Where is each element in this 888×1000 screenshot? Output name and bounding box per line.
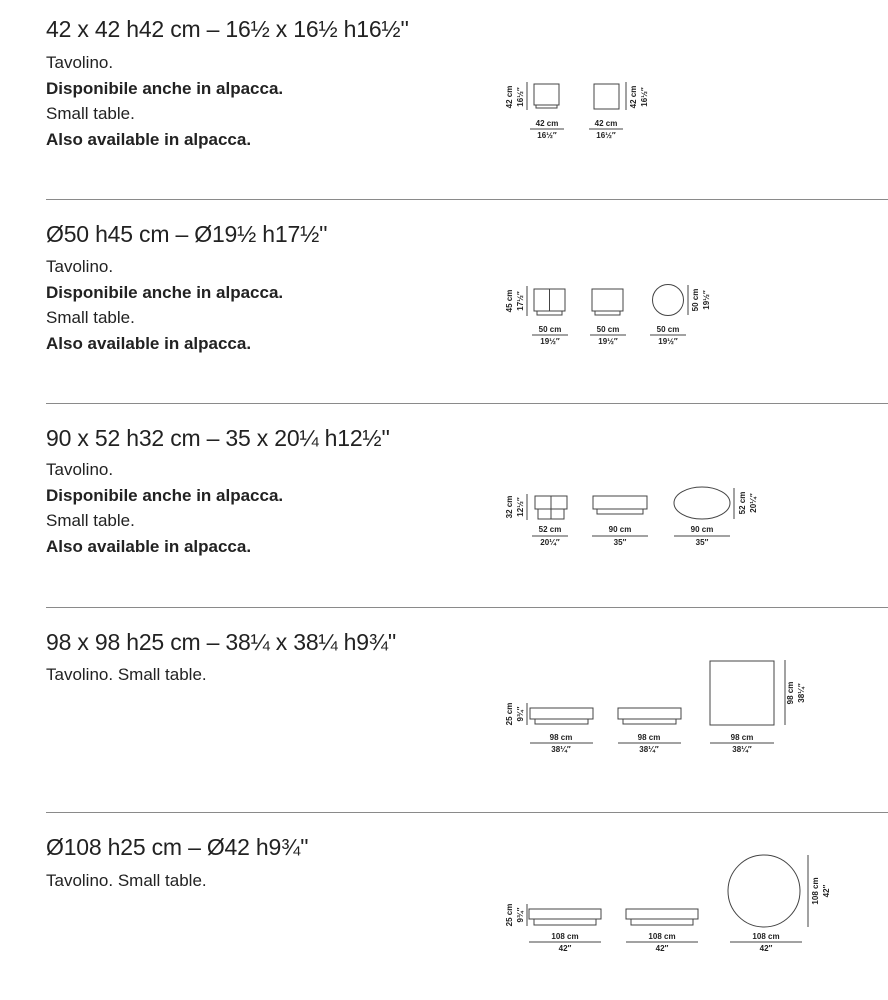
width-dim-1 (529, 932, 601, 953)
depth-in-label: 19½″ (702, 290, 711, 310)
desc-en-alpacca: Also available in alpacca. (46, 129, 252, 149)
width-cm-label: 50 cm (596, 325, 620, 334)
height-cm-label: 32 cm (505, 495, 514, 519)
width-dim-3 (650, 325, 686, 346)
width-in-label: 38¼″ (639, 745, 659, 754)
front-view (535, 496, 567, 519)
height-dim (505, 82, 527, 110)
width-in-label: 19½″ (658, 337, 678, 346)
width-dim-2 (589, 119, 623, 140)
product-section-2 (0, 200, 888, 404)
desc-it: Tavolino. (46, 257, 114, 276)
width-in-label: 35″ (695, 538, 709, 547)
height-in-label: 16½″ (516, 87, 525, 107)
desc-en: Small table. (46, 511, 135, 530)
depth-dim (734, 488, 758, 519)
depth-in-label: 38¼″ (797, 683, 806, 703)
width-in-label: 16½″ (537, 131, 557, 140)
depth-dim (626, 82, 649, 110)
side-view (626, 909, 698, 925)
dimension-drawing (0, 0, 888, 200)
width-cm-label: 50 cm (656, 325, 680, 334)
desc-en: Small table. (46, 308, 135, 327)
desc-en-alpacca: Also available in alpacca. (46, 333, 252, 353)
width-dim-3 (674, 525, 730, 547)
top-view (710, 661, 774, 725)
section-title: 42 x 42 h42 cm – 16½ x 16½ h16½'' (46, 16, 409, 42)
front-view (534, 289, 565, 315)
width-in-label: 19½″ (540, 337, 560, 346)
width-dim-1 (532, 525, 568, 547)
width-dim-2 (590, 325, 626, 346)
width-cm-label: 50 cm (538, 325, 562, 334)
product-section-1 (0, 0, 888, 200)
side-view (594, 84, 619, 109)
width-in-label: 35″ (613, 538, 627, 547)
width-cm-label: 108 cm (752, 932, 780, 941)
height-in-label: 12½″ (516, 497, 525, 517)
width-cm-label: 90 cm (608, 525, 632, 534)
width-dim-1 (532, 325, 568, 346)
height-cm-label: 45 cm (505, 289, 514, 313)
front-view (530, 708, 593, 724)
section-title: Ø50 h45 cm – Ø19½ h17½'' (46, 221, 328, 247)
product-section-4 (0, 608, 888, 813)
width-cm-label: 98 cm (730, 733, 754, 742)
desc-it: Tavolino. (46, 460, 114, 479)
width-in-label: 16½″ (596, 131, 616, 140)
height-dim (505, 494, 527, 520)
depth-in-label: 16½″ (640, 87, 649, 107)
height-in-label: 9¾″ (516, 706, 525, 722)
height-cm-label: 25 cm (505, 903, 514, 927)
width-in-label: 20¼″ (540, 538, 560, 547)
top-view (728, 855, 800, 927)
depth-in-label: 20¼″ (749, 493, 758, 513)
desc-en: Small table. (46, 104, 135, 123)
width-in-label: 19½″ (598, 337, 618, 346)
height-cm-label: 25 cm (505, 702, 514, 726)
width-dim-2 (618, 733, 681, 754)
depth-in-label: 42″ (822, 884, 831, 898)
height-dim (505, 904, 527, 927)
section-title: 90 x 52 h32 cm – 35 x 20¼ h12½'' (46, 425, 390, 451)
width-dim-2 (626, 932, 698, 953)
desc-combined: Tavolino. Small table. (46, 665, 207, 684)
depth-cm-label: 108 cm (811, 877, 820, 905)
depth-cm-label: 42 cm (629, 85, 638, 109)
height-cm-label: 42 cm (505, 85, 514, 109)
width-cm-label: 108 cm (551, 932, 579, 941)
width-in-label: 42″ (759, 944, 773, 953)
desc-it-alpacca: Disponibile anche in alpacca. (46, 485, 284, 505)
depth-dim (688, 285, 711, 315)
width-cm-label: 98 cm (549, 733, 573, 742)
width-cm-label: 52 cm (538, 525, 562, 534)
side-view (618, 708, 681, 724)
depth-cm-label: 52 cm (738, 491, 747, 515)
dimension-drawing (0, 608, 888, 813)
dimension-drawing (0, 200, 888, 404)
side-view (593, 496, 647, 514)
depth-cm-label: 50 cm (691, 288, 700, 312)
height-in-label: 9¾″ (516, 907, 525, 923)
desc-it-alpacca: Disponibile anche in alpacca. (46, 78, 284, 98)
width-cm-label: 108 cm (648, 932, 676, 941)
section-title: 98 x 98 h25 cm – 38¼ x 38¼ h9¾'' (46, 629, 397, 655)
width-dim-3 (710, 733, 774, 754)
section-title: Ø108 h25 cm – Ø42 h9¾'' (46, 834, 309, 860)
height-dim (505, 703, 527, 726)
width-in-label: 42″ (655, 944, 669, 953)
side-view (592, 289, 623, 315)
width-cm-label: 42 cm (535, 119, 559, 128)
width-in-label: 38¼″ (551, 745, 571, 754)
desc-en-alpacca: Also available in alpacca. (46, 536, 252, 556)
dimension-drawing (0, 813, 888, 1000)
top-view (674, 487, 730, 519)
height-in-label: 17½″ (516, 291, 525, 311)
product-section-3 (0, 404, 888, 608)
dimension-drawing (0, 404, 888, 608)
depth-dim (785, 660, 806, 725)
width-dim-2 (592, 525, 648, 547)
top-view (653, 285, 684, 316)
depth-dim (808, 855, 831, 927)
width-cm-label: 90 cm (690, 525, 714, 534)
front-view (534, 84, 559, 108)
desc-it-alpacca: Disponibile anche in alpacca. (46, 282, 284, 302)
desc-it: Tavolino. (46, 53, 114, 72)
height-dim (505, 286, 527, 316)
front-view (529, 909, 601, 925)
width-in-label: 42″ (558, 944, 572, 953)
width-dim-1 (530, 733, 593, 754)
desc-combined: Tavolino. Small table. (46, 871, 207, 890)
product-section-5 (0, 813, 888, 1000)
width-dim-3 (730, 932, 802, 953)
width-cm-label: 98 cm (637, 733, 661, 742)
width-cm-label: 42 cm (594, 119, 618, 128)
depth-cm-label: 98 cm (786, 681, 795, 705)
width-in-label: 38¼″ (732, 745, 752, 754)
width-dim-1 (530, 119, 564, 140)
